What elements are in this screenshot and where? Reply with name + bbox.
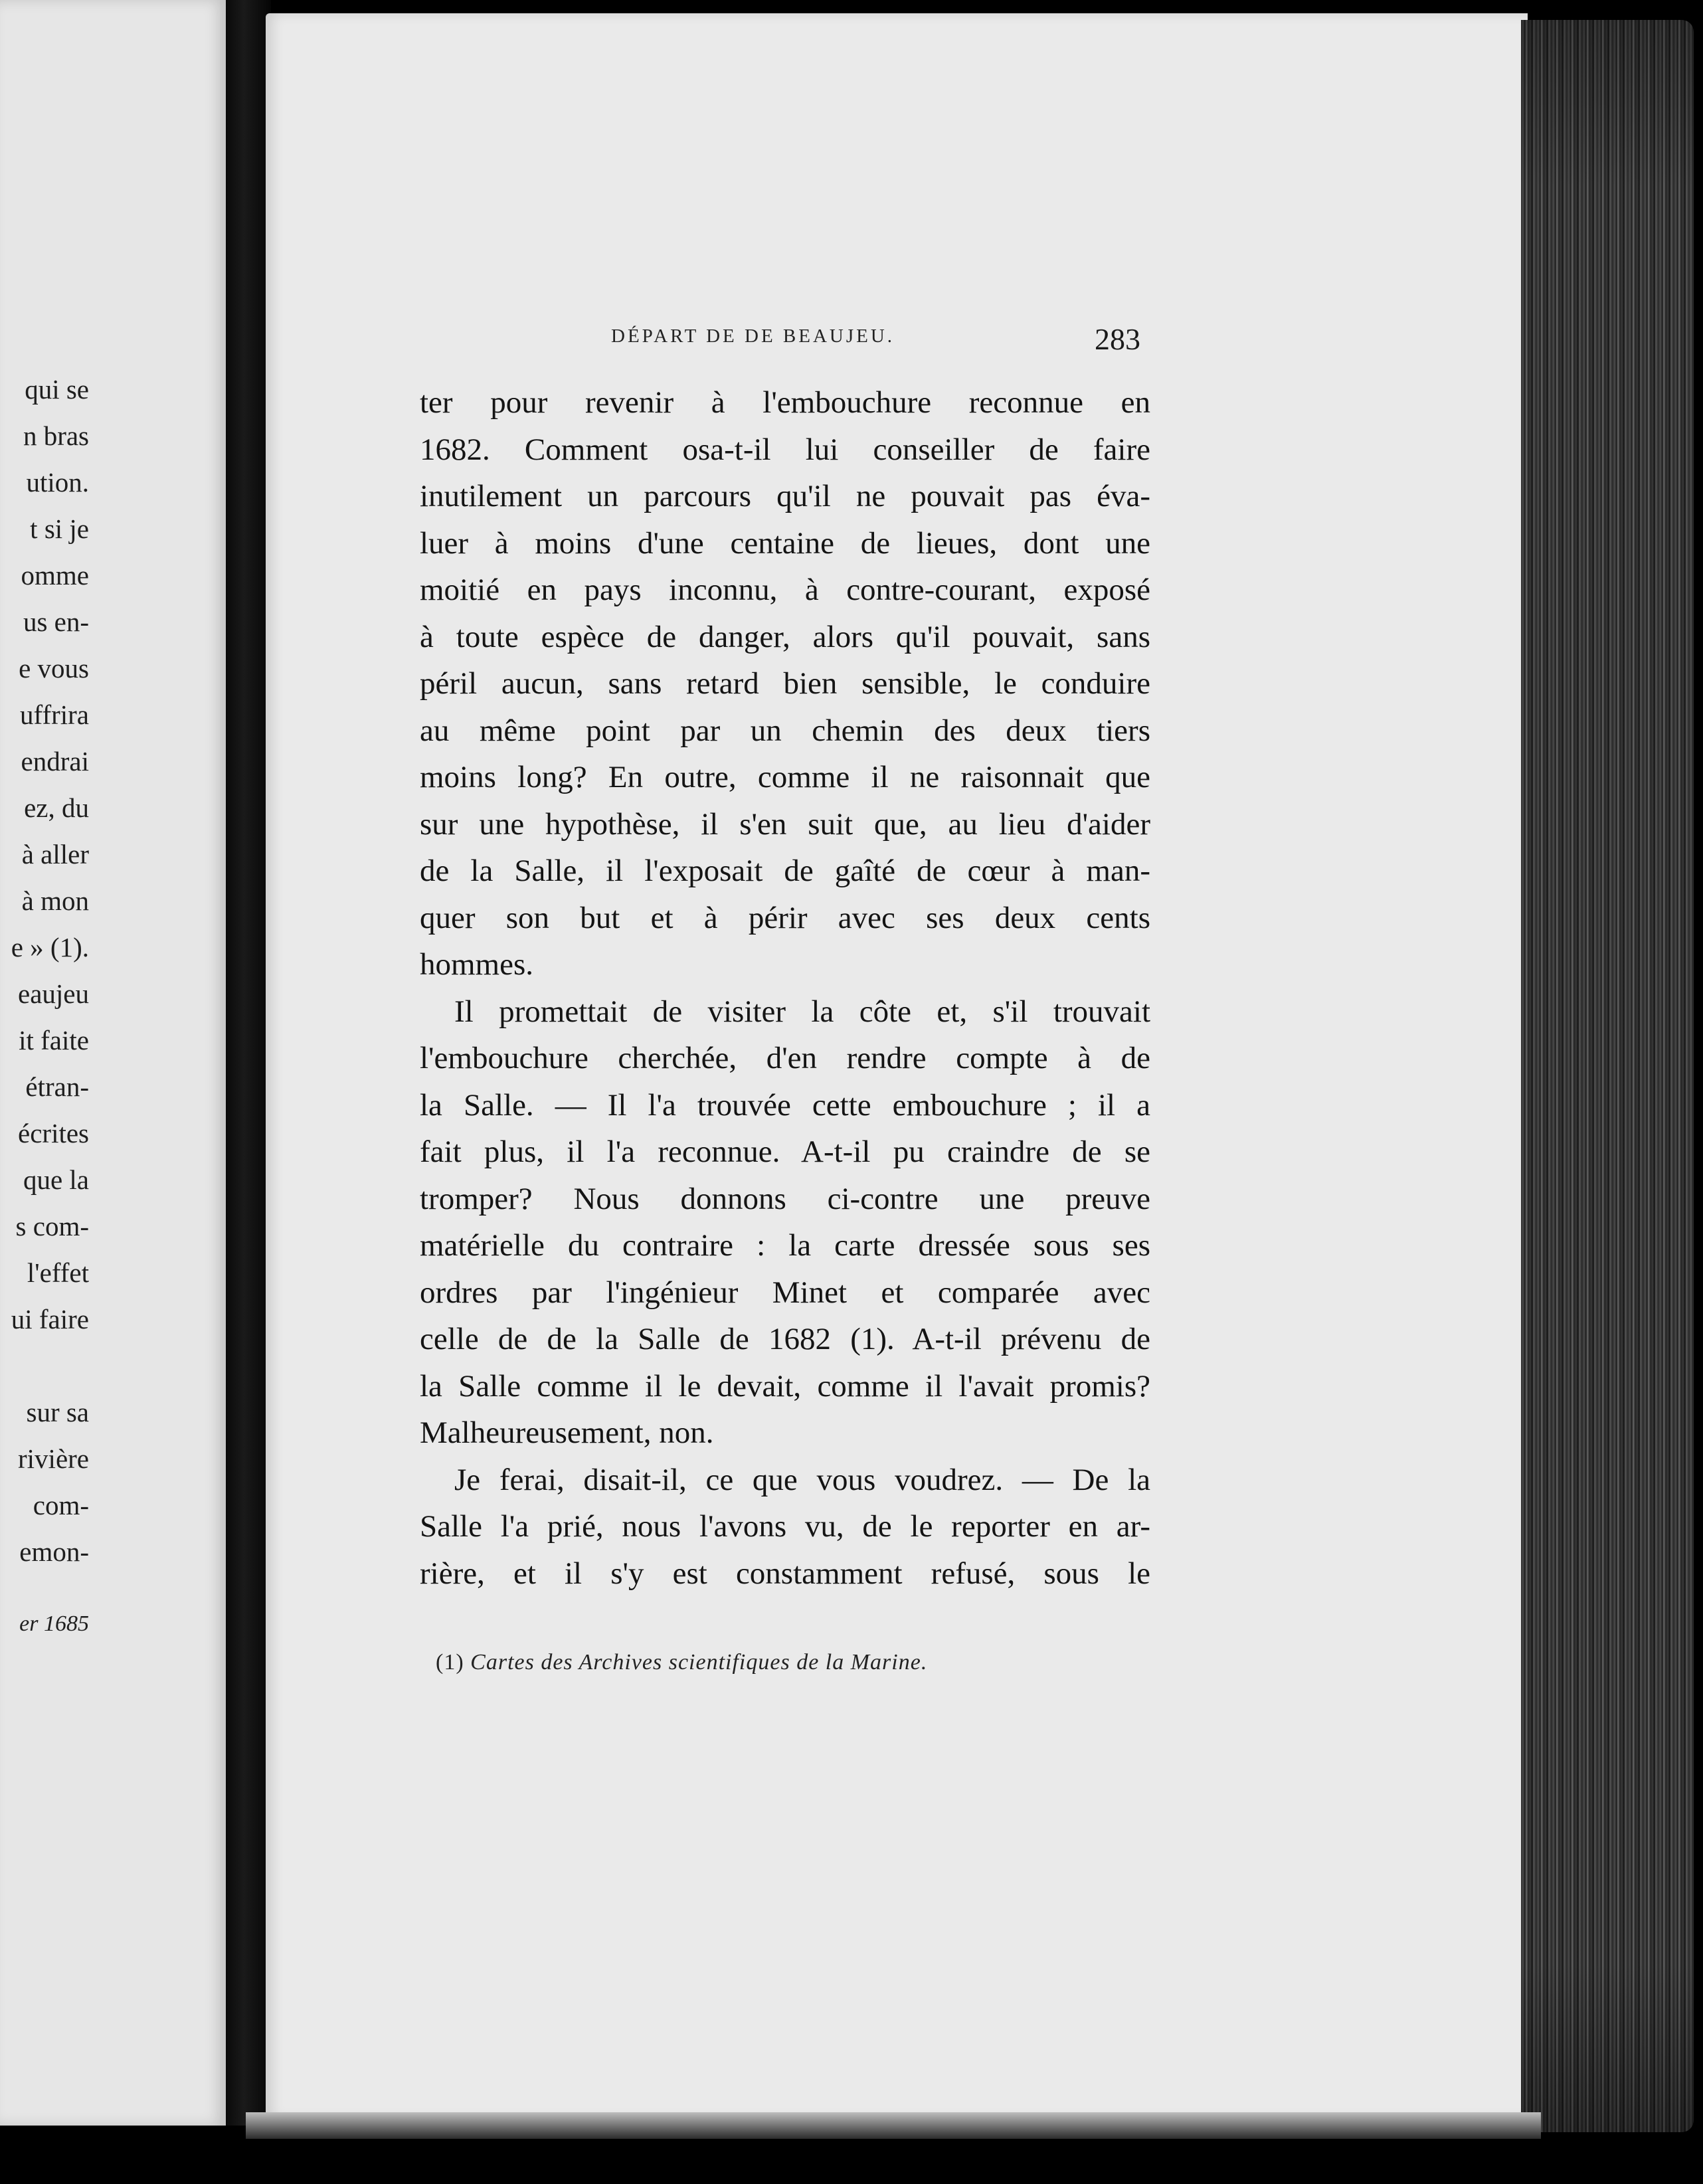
text-line: quer son but et à périr avec ses deux cents bbox=[420, 900, 1150, 935]
text-line: sur une hypothèse, il s'en suit que, au lieu d'aider bbox=[420, 806, 1150, 842]
left-page-line: sur sa bbox=[26, 1397, 89, 1427]
left-page-line: l'effet bbox=[27, 1257, 89, 1288]
text-line: fait plus, il l'a reconnue. A-t-il pu craindre de se bbox=[420, 1135, 1150, 1169]
left-page-line: endrai bbox=[21, 746, 89, 776]
text-line: Malheureusement, non. bbox=[420, 1415, 714, 1450]
text-line: Salle l'a prié, nous l'avons vu, de le reporter en ar- bbox=[420, 1509, 1150, 1544]
left-page-line: e » (1). bbox=[11, 932, 89, 962]
page-edges bbox=[1521, 20, 1694, 2132]
left-page-line: e vous bbox=[19, 653, 89, 683]
text-line: à toute espèce de danger, alors qu'il pouvait, sans bbox=[420, 619, 1150, 654]
body-text bbox=[420, 379, 1150, 1597]
left-page-line: eaujeu bbox=[18, 978, 89, 1009]
left-page-footnote: er 1685 bbox=[19, 1611, 89, 1636]
left-page-line: écrites bbox=[18, 1118, 89, 1148]
left-page-line: ution. bbox=[26, 467, 89, 498]
left-page-line: com- bbox=[33, 1490, 89, 1520]
left-page-line: us en- bbox=[23, 606, 89, 637]
left-page-line: uffrira bbox=[20, 699, 89, 730]
left-page-line: rivière bbox=[18, 1443, 89, 1474]
text-line: la Salle. — Il l'a trouvée cette embouchure ; il a bbox=[420, 1087, 1150, 1123]
text-line: ordres par l'ingénieur Minet et comparée avec bbox=[420, 1275, 1150, 1310]
left-page-line: t si je bbox=[30, 513, 89, 544]
text-line: péril aucun, sans retard bien sensible, le conduire bbox=[420, 666, 1150, 701]
left-page-line: que la bbox=[23, 1164, 89, 1195]
left-page-line: qui se bbox=[25, 374, 89, 405]
page-bottom-edge bbox=[246, 2112, 1541, 2139]
left-page-line: ui faire bbox=[11, 1304, 89, 1334]
left-page-line: it faite bbox=[19, 1025, 89, 1055]
text-line: rière, et il s'y est constamment refusé, sous le bbox=[420, 1556, 1150, 1591]
left-page-line: à mon bbox=[21, 885, 89, 916]
left-page-line: étran- bbox=[25, 1071, 89, 1102]
text-line: celle de de la Salle de 1682 (1). A-t-il prévenu de bbox=[420, 1322, 1150, 1356]
text-line: tromper? Nous donnons ci-contre une preuve bbox=[420, 1181, 1150, 1216]
text-line: matérielle du contraire : la carte dressée sous ses bbox=[420, 1228, 1150, 1263]
text-line: hommes. bbox=[420, 947, 534, 982]
left-page-line: emon- bbox=[19, 1536, 89, 1567]
left-page-line: omme bbox=[21, 560, 89, 591]
text-line: Je ferai, disait-il, ce que vous voudrez. — De la bbox=[454, 1462, 1150, 1497]
text-line: Il promettait de visiter la côte et, s'il trouvait bbox=[454, 994, 1150, 1029]
text-line: ter pour revenir à l'embouchure reconnue en bbox=[420, 385, 1150, 420]
running-head: DÉPART DE DE BEAUJEU. bbox=[611, 325, 895, 347]
left-facing-page bbox=[0, 0, 226, 2126]
text-line: 1682. Comment osa-t-il lui conseiller de faire bbox=[420, 432, 1150, 467]
left-page-line: n bras bbox=[23, 420, 89, 451]
text-line: au même point par un chemin des deux tiers bbox=[420, 713, 1150, 748]
footnote-text: Cartes des Archives scientifiques de la Marine. bbox=[470, 1650, 928, 1675]
footnote-number: (1) bbox=[436, 1650, 464, 1675]
text-line: moitié en pays inconnu, à contre-courant, exposé bbox=[420, 573, 1150, 607]
text-line: inutilement un parcours qu'il ne pouvait pas éva- bbox=[420, 479, 1150, 513]
left-page-line: s com- bbox=[15, 1211, 89, 1241]
footnote bbox=[436, 1650, 927, 1675]
text-line: l'embouchure cherchée, d'en rendre compte à de bbox=[420, 1041, 1150, 1075]
book-gutter bbox=[226, 0, 271, 2126]
text-line: la Salle comme il le devait, comme il l'avait promis? bbox=[420, 1368, 1150, 1404]
text-line: luer à moins d'une centaine de lieues, dont une bbox=[420, 525, 1150, 561]
left-page-line: ez, du bbox=[24, 792, 89, 823]
page-number: 283 bbox=[1095, 322, 1140, 356]
text-line: moins long? En outre, comme il ne raisonnait que bbox=[420, 760, 1150, 794]
left-page-line: à aller bbox=[21, 839, 89, 869]
text-line: de la Salle, il l'exposait de gaîté de cœur à man- bbox=[420, 854, 1150, 888]
